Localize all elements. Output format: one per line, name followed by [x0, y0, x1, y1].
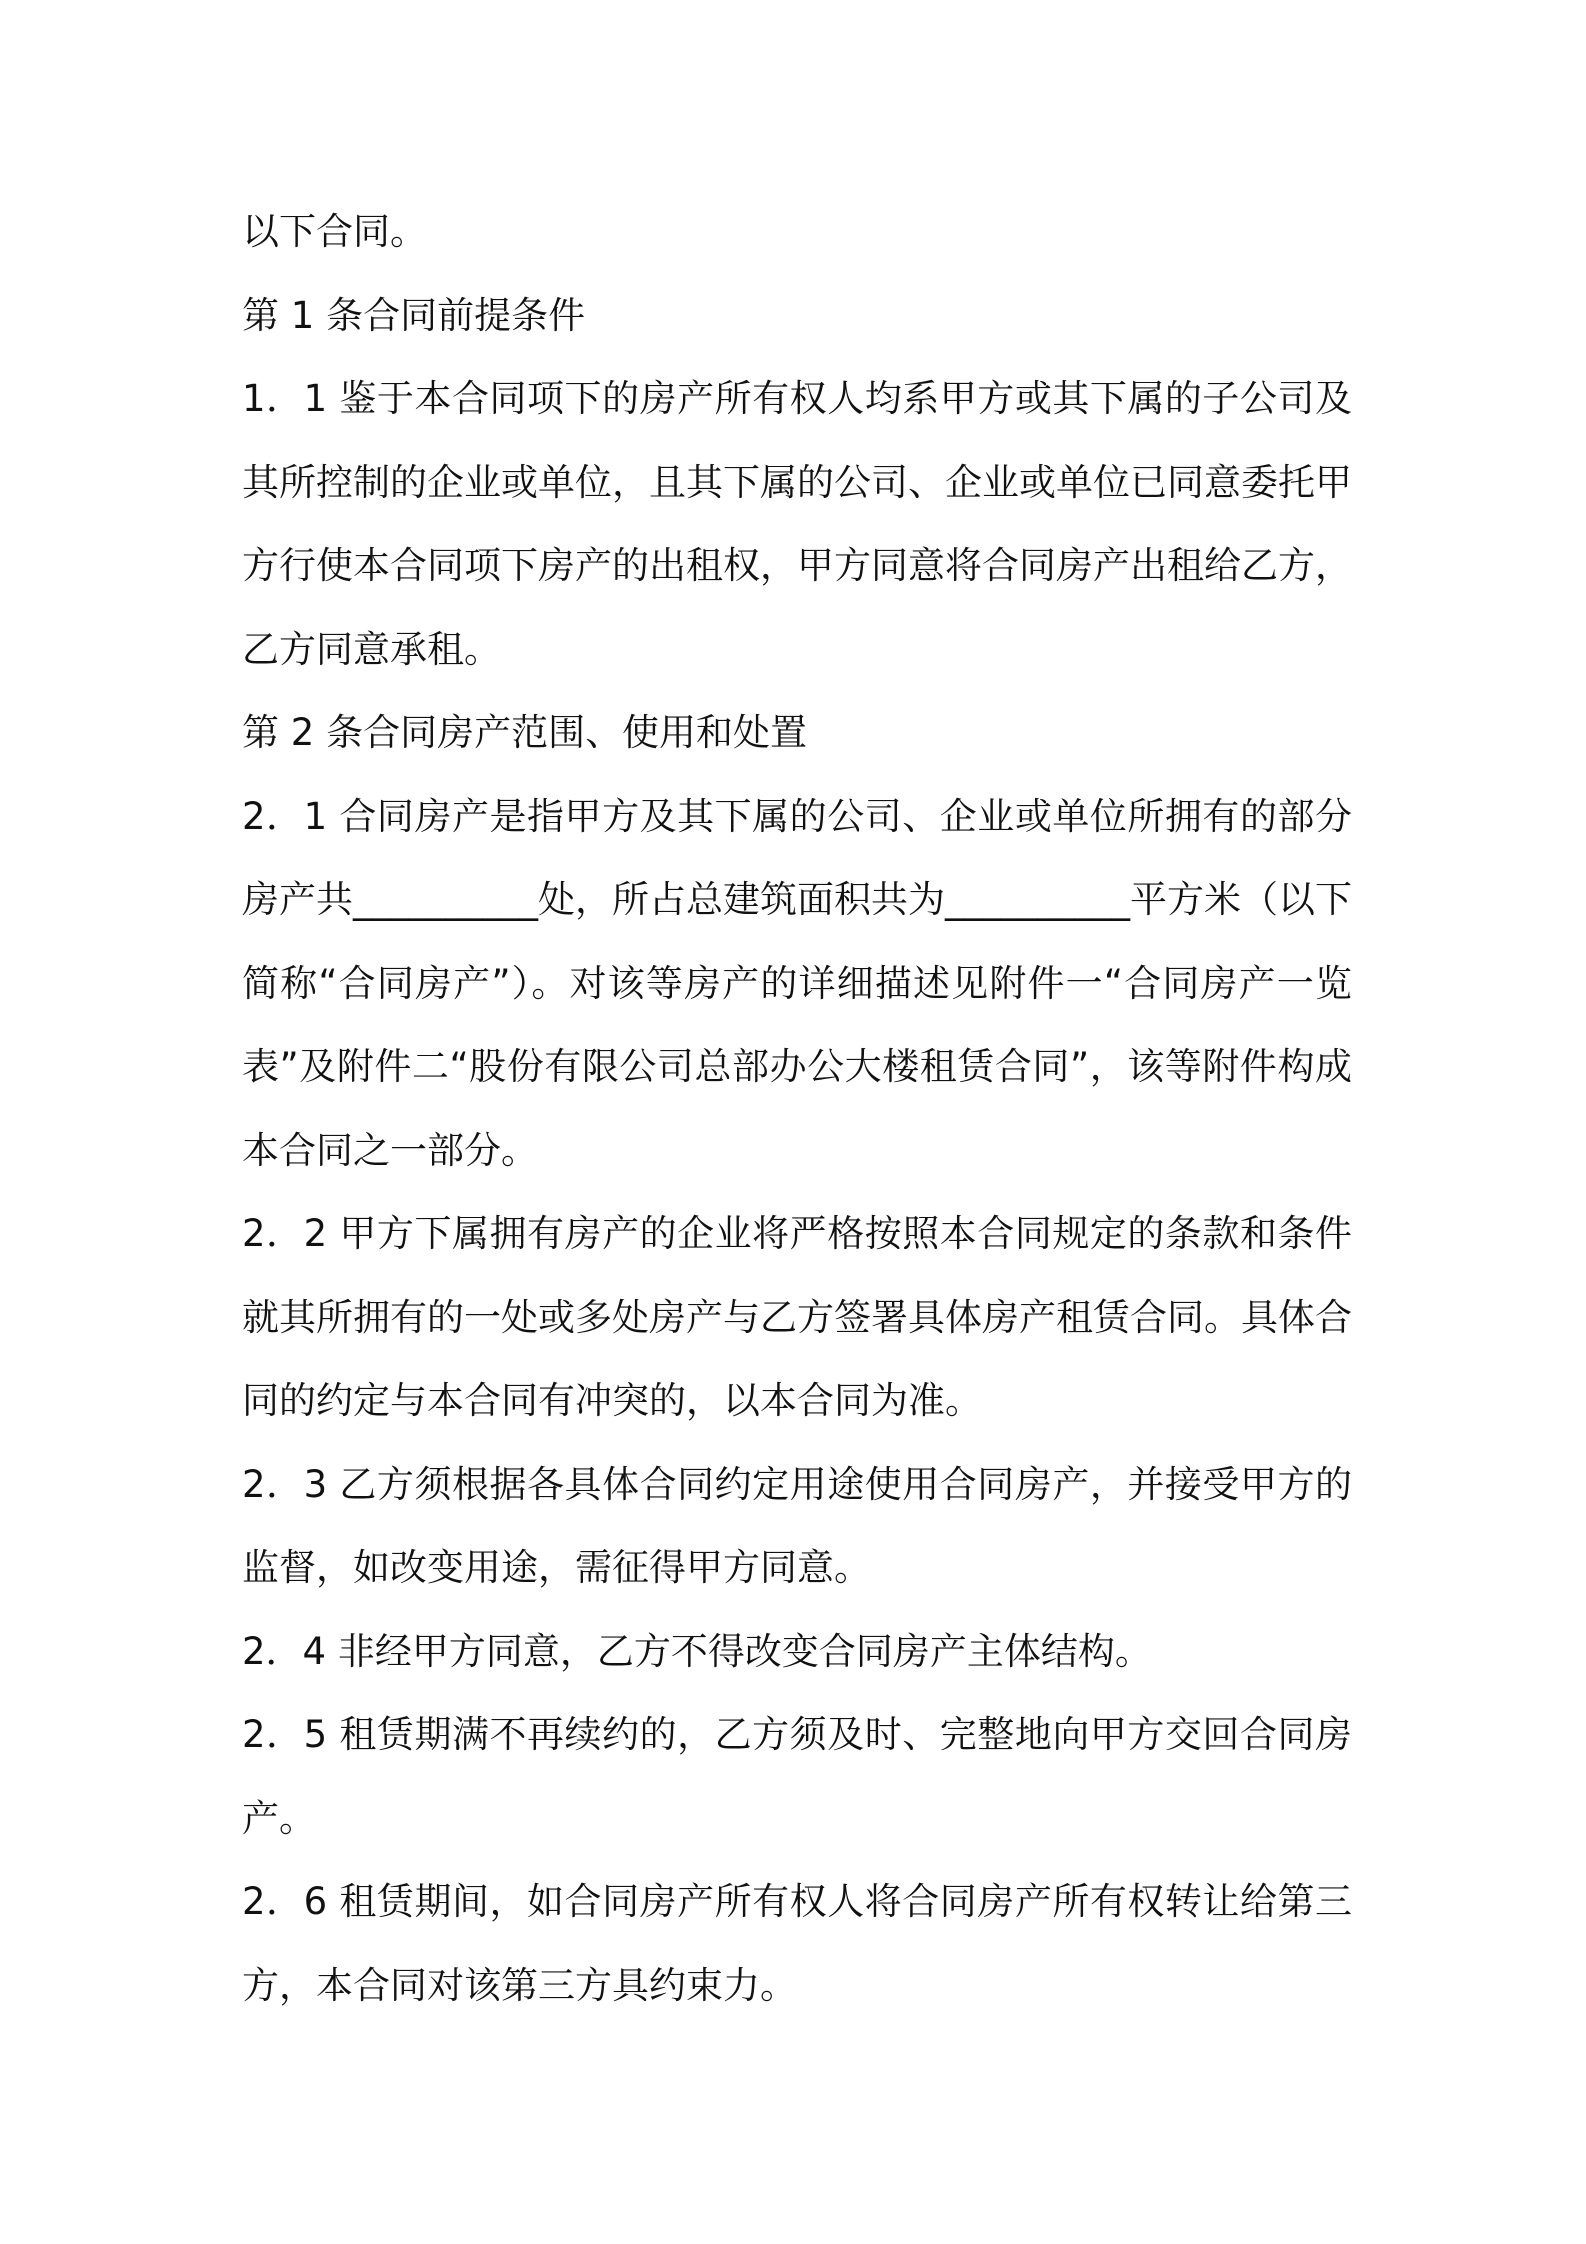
clause-2-2: 2．2 甲方下属拥有房产的企业将严格按照本合同规定的条款和条件就其所拥有的一处或多处房产与乙方签署具体房产租赁合同。具体合同的约定与本合同有冲突的，以本合同为准。 [242, 1212, 1352, 1422]
document-body [242, 190, 1352, 2027]
clause-2-4: 2．4 非经甲方同意，乙方不得改变合同房产主体结构。 [242, 1629, 1152, 1673]
clause-2-6: 2．6 租赁期间，如合同房产所有权人将合同房产所有权转让给第三方，本合同对该第三方具约束力。 [242, 1880, 1352, 2007]
clause-1-1: 1．1 鉴于本合同项下的房产所有权人均系甲方或其下属的子公司及其所控制的企业或单位，且其下属的公司、企业或单位已同意委托甲方行使本合同项下房产的出租权，甲方同意将合同房产出租给乙方，乙方同意承租。 [242, 377, 1352, 671]
clause-2-5: 2．5 租赁期满不再续约的，乙方须及时、完整地向甲方交回合同房产。 [242, 1713, 1352, 1840]
article-1-heading: 第 1 条合同前提条件 [242, 293, 586, 337]
paragraph-intro-end: 以下合同。 [242, 210, 427, 253]
clause-2-1: 2．1 合同房产是指甲方及其下属的公司、企业或单位所拥有的部分房产共__________处，所占总建筑面积共为__________平方米（以下简称“合同房产”）。对该等房产的详细描述见附件一“合同房产一览表”及附件二“股份有限公司总部办公大楼租赁合同”，该等附件构成本合同之一部分。 [242, 794, 1352, 1172]
clause-2-3: 2．3 乙方须根据各具体合同约定用途使用合同房产，并接受甲方的监督，如改变用途，需征得甲方同意。 [242, 1462, 1352, 1589]
article-2-heading: 第 2 条合同房产范围、使用和处置 [242, 711, 808, 754]
